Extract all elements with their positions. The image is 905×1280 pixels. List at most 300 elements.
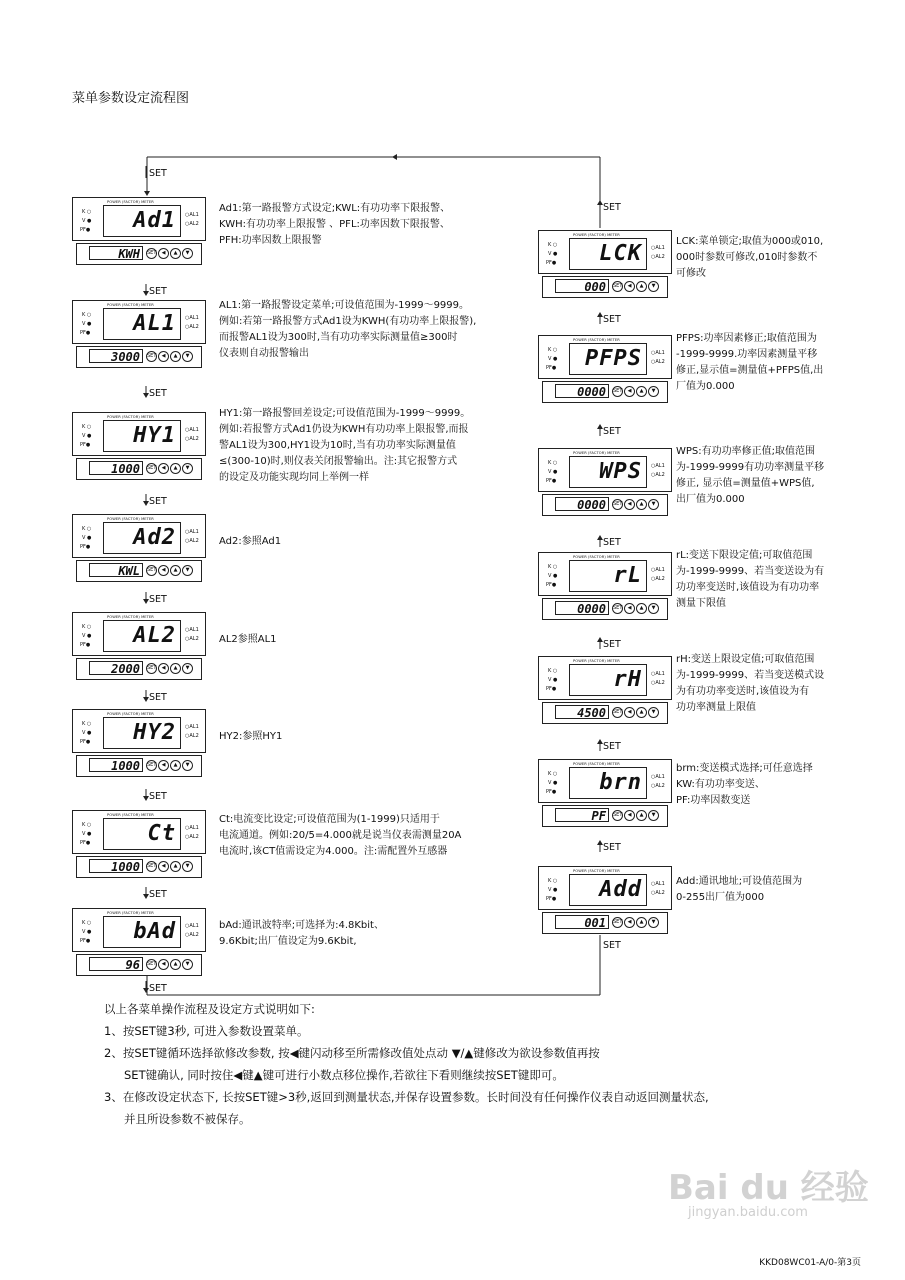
set-label: SET [149, 168, 167, 179]
value-display: KWH [89, 246, 143, 260]
desc-ct [219, 812, 461, 860]
al1-indicator: ○AL1 [185, 825, 199, 831]
meter-header: POWER (FACTOR) METER [573, 762, 620, 766]
up-button[interactable]: ▲ [170, 959, 181, 970]
left-button[interactable]: ◀ [158, 959, 169, 970]
value-display: PF [555, 808, 609, 822]
al1-indicator: ○AL1 [651, 881, 665, 887]
down-button[interactable]: ▼ [182, 959, 193, 970]
al1-indicator: ○AL1 [185, 724, 199, 730]
value-display: 1000 [89, 461, 143, 475]
meter-control-panel [542, 598, 668, 620]
meter-buttons [612, 386, 660, 405]
meter-header: POWER (FACTOR) METER [107, 303, 154, 307]
meter-control-panel [76, 458, 202, 480]
al2-indicator: ○AL2 [651, 359, 665, 365]
meter-wps [538, 448, 672, 544]
value-display: 001 [555, 915, 609, 929]
display-code: HY1 [133, 423, 176, 448]
value-display: 1000 [89, 859, 143, 873]
value-display: 1000 [89, 758, 143, 772]
al1-indicator: ○AL1 [185, 315, 199, 321]
main-display [103, 205, 181, 237]
desc-line: -1999-9999.功率因素测量平移 [676, 349, 818, 360]
desc-line: 为-1999-9999、若当变送设为有 [676, 566, 825, 577]
set-button[interactable]: SET [612, 810, 623, 821]
main-display [103, 818, 181, 850]
indicator-v: V ● [548, 573, 558, 579]
set-label: SET [603, 202, 621, 213]
indicator-k: K ○ [548, 460, 558, 466]
value-display: 0000 [555, 601, 609, 615]
up-button[interactable]: ▲ [636, 810, 647, 821]
meter-control-panel [76, 560, 202, 582]
left-button[interactable]: ◀ [158, 463, 169, 474]
set-button[interactable]: SET [146, 248, 157, 259]
set-label: SET [149, 496, 167, 507]
value-display: 3000 [89, 349, 143, 363]
meter-front-panel [72, 612, 206, 656]
watermark-url: jingyan.baidu.com [688, 1205, 808, 1220]
meter-buttons [612, 707, 660, 726]
up-button[interactable]: ▲ [636, 917, 647, 928]
left-button[interactable]: ◀ [624, 707, 635, 718]
value-display: 4500 [555, 705, 609, 719]
meter-front-panel [72, 709, 206, 753]
desc-line: 000时参数可修改,010时参数不 [676, 252, 818, 263]
indicator-k: K ○ [82, 312, 92, 318]
desc-line: 例如:若第一路报警方式Ad1设为KWH(有功功率上限报警), [219, 316, 477, 327]
meter-front-panel [538, 230, 672, 274]
meter-front-panel [538, 759, 672, 803]
meter-front-panel [538, 656, 672, 700]
desc-al1 [219, 298, 476, 362]
meter-buttons [146, 351, 194, 370]
meter-control-panel [76, 658, 202, 680]
al1-indicator: ○AL1 [651, 774, 665, 780]
meter-control-panel [542, 702, 668, 724]
left-button[interactable]: ◀ [624, 386, 635, 397]
down-button[interactable]: ▼ [648, 810, 659, 821]
set-label: SET [603, 940, 621, 951]
up-button[interactable]: ▲ [170, 248, 181, 259]
main-display [569, 238, 647, 270]
desc-line: bAd:通讯波特率;可选择为:4.8Kbit、 [219, 920, 384, 931]
meter-buttons [612, 917, 660, 936]
down-button[interactable]: ▼ [182, 351, 193, 362]
desc-line: PFH:功率因数上限报警 [219, 235, 322, 246]
indicator-v: V ● [548, 356, 558, 362]
desc-line: 的设定及功能实现均同上举例一样 [219, 472, 369, 483]
set-label: SET [149, 983, 167, 994]
left-button[interactable]: ◀ [158, 565, 169, 576]
desc-line: 功功率测量上限值 [676, 702, 756, 713]
meter-front-panel [538, 335, 672, 379]
desc-wps [676, 444, 824, 508]
page-title: 菜单参数设定流程图 [72, 91, 190, 106]
desc-line: 为-1999-9999有功功率测量平移 [676, 462, 825, 473]
meter-control-panel [542, 381, 668, 403]
meter-ad2 [72, 514, 206, 610]
desc-bad [219, 918, 384, 950]
left-button[interactable]: ◀ [158, 861, 169, 872]
indicator-k: K ○ [82, 424, 92, 430]
meter-header: POWER (FACTOR) METER [107, 200, 154, 204]
display-code: Add [599, 877, 642, 902]
indicator-k: K ○ [82, 822, 92, 828]
main-display [569, 874, 647, 906]
up-button[interactable]: ▲ [636, 603, 647, 614]
display-code: AL1 [133, 311, 176, 336]
meter-header: POWER (FACTOR) METER [573, 338, 620, 342]
desc-rh [676, 652, 824, 716]
left-button[interactable]: ◀ [158, 248, 169, 259]
indicator-v: V ● [82, 929, 92, 935]
value-display: KWL [89, 563, 143, 577]
desc-hy1 [219, 406, 470, 486]
down-button[interactable]: ▼ [648, 281, 659, 292]
up-button[interactable]: ▲ [170, 760, 181, 771]
meter-control-panel [542, 276, 668, 298]
meter-header: POWER (FACTOR) METER [573, 869, 620, 873]
indicator-k: K ○ [548, 564, 558, 570]
left-button[interactable]: ◀ [158, 663, 169, 674]
indicator-k: K ○ [548, 242, 558, 248]
down-button[interactable]: ▼ [182, 861, 193, 872]
desc-line: 修正,显示值=测量值+PFPS值,出 [676, 365, 824, 376]
desc-ad2 [219, 534, 281, 550]
desc-line: 为有功功率变送时,该值设为有 [676, 686, 810, 697]
up-button[interactable]: ▲ [636, 499, 647, 510]
indicator-k: K ○ [82, 624, 92, 630]
al1-indicator: ○AL1 [651, 350, 665, 356]
down-button[interactable]: ▼ [648, 386, 659, 397]
top-arrow [392, 154, 397, 160]
meter-control-panel [76, 243, 202, 265]
desc-line: 电流时,该CT值需设定为4.000。注:需配置外互感器 [219, 846, 448, 857]
main-display [569, 767, 647, 799]
main-display [103, 420, 181, 452]
left-button[interactable]: ◀ [624, 917, 635, 928]
indicator-k: K ○ [548, 347, 558, 353]
set-button[interactable]: SET [146, 351, 157, 362]
desc-line: 警AL1设为300,HY1设为10时,当有功功率实际测量值 [219, 440, 456, 451]
desc-line: 出厂值为0.000 [676, 494, 745, 505]
meter-front-panel [72, 300, 206, 344]
indicator-v: V ● [82, 730, 92, 736]
main-display [103, 522, 181, 554]
desc-line: Ct:电流变比设定;可设值范围为(1-1999)只适用于 [219, 814, 440, 825]
set-label: SET [149, 692, 167, 703]
al1-indicator: ○AL1 [185, 627, 199, 633]
indicator-k: K ○ [548, 771, 558, 777]
indicator-k: K ○ [548, 668, 558, 674]
set-button[interactable]: SET [146, 760, 157, 771]
down-button[interactable]: ▼ [648, 603, 659, 614]
meter-brn [538, 759, 672, 855]
display-code: WPS [599, 459, 642, 484]
left-button[interactable]: ◀ [158, 760, 169, 771]
meter-header: POWER (FACTOR) METER [107, 813, 154, 817]
set-label: SET [603, 741, 621, 752]
meter-front-panel [72, 197, 206, 241]
down-button[interactable]: ▼ [648, 917, 659, 928]
set-step-right-1 [597, 200, 621, 213]
down-button[interactable]: ▼ [182, 760, 193, 771]
up-button[interactable]: ▲ [170, 463, 181, 474]
set-button[interactable]: SET [612, 499, 623, 510]
set-label: SET [149, 594, 167, 605]
meter-front-panel [538, 552, 672, 596]
meter-control-panel [76, 755, 202, 777]
al2-indicator: ○AL2 [651, 680, 665, 686]
meter-front-panel [538, 448, 672, 492]
left-button[interactable]: ◀ [624, 603, 635, 614]
display-code: AL2 [133, 623, 176, 648]
desc-line: 厂值为0.000 [676, 381, 735, 392]
desc-line: brm:变送模式选择;可任意选择 [676, 763, 813, 774]
indicator-v: V ● [82, 535, 92, 541]
meter-header: POWER (FACTOR) METER [107, 911, 154, 915]
left-button[interactable]: ◀ [624, 810, 635, 821]
indicator-pf: PF● [80, 442, 91, 448]
desc-line: KWH:有功功率上限报警 、PFL:功率因数下限报警、 [219, 219, 450, 230]
set-button[interactable]: SET [612, 707, 623, 718]
main-display [103, 308, 181, 340]
value-display: 0000 [555, 384, 609, 398]
set-label: SET [603, 842, 621, 853]
set-button[interactable]: SET [146, 463, 157, 474]
desc-lck [676, 234, 823, 282]
set-label-top [143, 166, 167, 179]
indicator-k: K ○ [82, 526, 92, 532]
meter-control-panel [542, 494, 668, 516]
indicator-pf: PF● [546, 686, 557, 692]
meter-front-panel [72, 810, 206, 854]
left-button[interactable]: ◀ [158, 351, 169, 362]
set-button[interactable]: SET [146, 959, 157, 970]
down-button[interactable]: ▼ [182, 463, 193, 474]
meter-buttons [146, 463, 194, 482]
meter-lck [538, 230, 672, 326]
set-button[interactable]: SET [146, 565, 157, 576]
value-display: 0000 [555, 497, 609, 511]
up-button[interactable]: ▲ [170, 565, 181, 576]
main-display [103, 916, 181, 948]
al2-indicator: ○AL2 [651, 472, 665, 478]
display-code: brn [599, 770, 642, 795]
down-button[interactable]: ▼ [182, 663, 193, 674]
down-button[interactable]: ▼ [182, 565, 193, 576]
al2-indicator: ○AL2 [185, 636, 199, 642]
desc-line: Ad1:第一路报警方式设定;KWL:有功功率下限报警、 [219, 203, 451, 214]
desc-line: Ad2:参照Ad1 [219, 536, 282, 547]
set-label: SET [149, 889, 167, 900]
up-button[interactable]: ▲ [170, 351, 181, 362]
al2-indicator: ○AL2 [651, 783, 665, 789]
desc-line: rH:变送上限设定值;可取值范围 [676, 654, 815, 665]
meter-buttons [612, 499, 660, 518]
desc-al2 [219, 632, 277, 648]
meter-header: POWER (FACTOR) METER [573, 659, 620, 663]
desc-line: 测量下限值 [676, 598, 726, 609]
meter-control-panel [542, 805, 668, 827]
al2-indicator: ○AL2 [185, 733, 199, 739]
left-button[interactable]: ◀ [624, 281, 635, 292]
meter-hy2 [72, 709, 206, 805]
meter-buttons [146, 861, 194, 880]
meter-pfps [538, 335, 672, 431]
meter-front-panel [72, 412, 206, 456]
up-button[interactable]: ▲ [636, 707, 647, 718]
up-button[interactable]: ▲ [636, 281, 647, 292]
set-button[interactable]: SET [612, 603, 623, 614]
al2-indicator: ○AL2 [185, 834, 199, 840]
indicator-v: V ● [548, 780, 558, 786]
set-button[interactable]: SET [146, 861, 157, 872]
set-label: SET [603, 426, 621, 437]
meter-buttons [612, 281, 660, 300]
meter-front-panel [72, 908, 206, 952]
down-button[interactable]: ▼ [648, 499, 659, 510]
meter-al1 [72, 300, 206, 396]
desc-rl [676, 548, 824, 612]
desc-line: PF:功率因数变送 [676, 795, 751, 806]
desc-line: 而报警AL1设为300时,当有功功率实际测量值≥300时 [219, 332, 458, 343]
set-button[interactable]: SET [146, 663, 157, 674]
meter-header: POWER (FACTOR) METER [573, 233, 620, 237]
meter-ct [72, 810, 206, 906]
display-code: rH [613, 667, 642, 692]
indicator-v: V ● [82, 831, 92, 837]
desc-pfps [676, 331, 823, 395]
indicator-v: V ● [82, 633, 92, 639]
set-label: SET [149, 286, 167, 297]
al2-indicator: ○AL2 [185, 221, 199, 227]
display-code: HY2 [133, 720, 176, 745]
al2-indicator: ○AL2 [185, 538, 199, 544]
desc-line: 电流通道。例如:20/5=4.000就是说当仪表需测量20A [219, 830, 462, 841]
desc-line: WPS:有功功率修正值;取值范围 [676, 446, 816, 457]
desc-line: 为-1999-9999、若当变送模式设 [676, 670, 825, 681]
indicator-v: V ● [82, 433, 92, 439]
desc-line: 0-255出厂值为000 [676, 892, 765, 903]
meter-al2 [72, 612, 206, 708]
watermark-logo: Bai du 经验 [668, 1168, 869, 1208]
meter-buttons [612, 810, 660, 829]
meter-rh [538, 656, 672, 752]
desc-line: HY1:第一路报警回差设定;可设值范围为-1999～9999。 [219, 408, 471, 419]
al2-indicator: ○AL2 [185, 324, 199, 330]
desc-line: Add:通讯地址;可设值范围为 [676, 876, 803, 887]
value-display: 96 [89, 957, 143, 971]
note-3: 3、在修改设定状态下, 长按SET键>3秒,返回到测量状态,并保存设置参数。长时间没有任何操作仪表自动返回测量状态, [104, 1090, 709, 1104]
main-display [569, 343, 647, 375]
meter-front-panel [72, 514, 206, 558]
meter-header: POWER (FACTOR) METER [107, 615, 154, 619]
meter-bad [72, 908, 206, 1004]
desc-line: PFPS:功率因素修正;取值范围为 [676, 333, 817, 344]
meter-control-panel [542, 912, 668, 934]
desc-line: rL:变送下限设定值;可取值范围 [676, 550, 813, 561]
indicator-pf: PF● [546, 582, 557, 588]
set-button[interactable]: SET [612, 386, 623, 397]
set-label: SET [603, 537, 621, 548]
main-display [569, 456, 647, 488]
desc-line: ≤(300-10)时,则仪表关闭报警输出。注:其它报警方式 [219, 456, 458, 467]
desc-line: AL1:第一路报警设定菜单;可设值范围为-1999～9999。 [219, 300, 470, 311]
indicator-pf: PF● [80, 739, 91, 745]
indicator-pf: PF● [80, 642, 91, 648]
note-1: 1、按SET键3秒, 可进入参数设置菜单。 [104, 1024, 309, 1038]
display-code: Ad2 [133, 525, 176, 550]
indicator-k: K ○ [548, 878, 558, 884]
display-code: LCK [599, 241, 642, 266]
desc-line: AL2参照AL1 [219, 634, 277, 645]
indicator-pf: PF● [80, 330, 91, 336]
up-button[interactable]: ▲ [636, 386, 647, 397]
meter-add [538, 866, 672, 962]
desc-ad1 [219, 201, 450, 249]
display-code: rL [613, 563, 642, 588]
al2-indicator: ○AL2 [651, 576, 665, 582]
meter-buttons [146, 248, 194, 267]
set-button[interactable]: SET [612, 281, 623, 292]
down-button[interactable]: ▼ [182, 248, 193, 259]
meter-control-panel [76, 346, 202, 368]
al2-indicator: ○AL2 [651, 890, 665, 896]
al1-indicator: ○AL1 [185, 427, 199, 433]
value-display: 2000 [89, 661, 143, 675]
indicator-pf: PF● [80, 938, 91, 944]
note-2-cont: SET键确认, 同时按住◀键▲键可进行小数点移位操作,若欲往下看则继续按SET键即可。 [124, 1068, 564, 1082]
desc-line: 仪表则自动报警输出 [219, 348, 309, 359]
notes-intro: 以上各菜单操作流程及设定方式说明如下: [104, 1002, 315, 1016]
desc-line: HY2:参照HY1 [219, 731, 283, 742]
meter-ad1 [72, 197, 206, 293]
al1-indicator: ○AL1 [651, 245, 665, 251]
al2-indicator: ○AL2 [185, 932, 199, 938]
indicator-pf: PF● [546, 478, 557, 484]
desc-line: KW:有功功率变送、 [676, 779, 765, 790]
main-display [103, 717, 181, 749]
indicator-v: V ● [82, 321, 92, 327]
set-label: SET [149, 791, 167, 802]
indicator-v: V ● [548, 469, 558, 475]
al1-indicator: ○AL1 [651, 671, 665, 677]
display-code: PFPS [585, 346, 642, 371]
value-display: 000 [555, 279, 609, 293]
main-display [103, 620, 181, 652]
desc-line: 例如:若报警方式Ad1仍设为KWH有功功率上限报警,而报 [219, 424, 469, 435]
left-button[interactable]: ◀ [624, 499, 635, 510]
set-label: SET [149, 388, 167, 399]
up-button[interactable]: ▲ [170, 663, 181, 674]
set-button[interactable]: SET [612, 917, 623, 928]
indicator-pf: PF● [546, 789, 557, 795]
meter-header: POWER (FACTOR) METER [573, 555, 620, 559]
desc-line: 可修改 [676, 268, 706, 279]
meter-buttons [612, 603, 660, 622]
meter-buttons [146, 565, 194, 584]
main-display [569, 664, 647, 696]
meter-header: POWER (FACTOR) METER [107, 415, 154, 419]
down-button[interactable]: ▼ [648, 707, 659, 718]
desc-line: 9.6Kbit;出厂值设定为9.6Kbit, [219, 936, 357, 947]
al1-indicator: ○AL1 [185, 529, 199, 535]
up-button[interactable]: ▲ [170, 861, 181, 872]
display-code: Ad1 [133, 208, 176, 233]
